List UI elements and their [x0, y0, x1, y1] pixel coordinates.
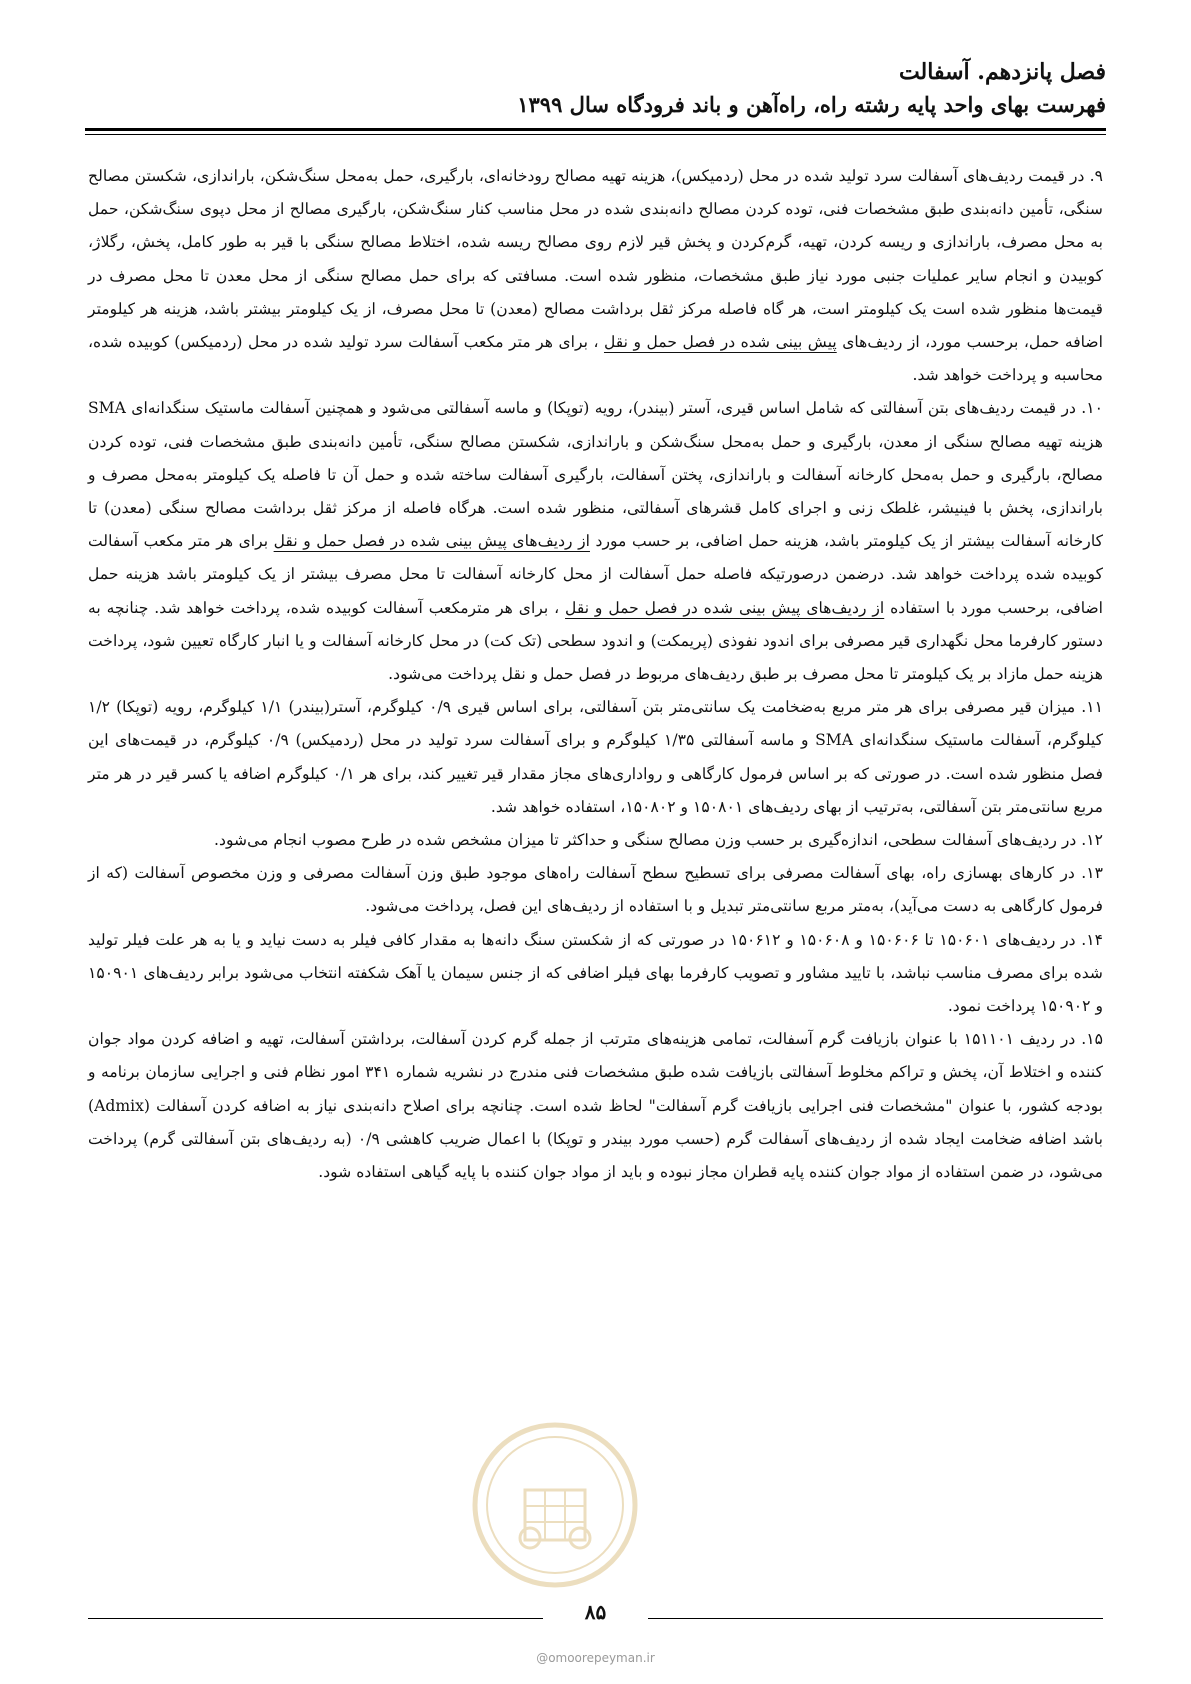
header-divider-thick — [85, 128, 1106, 131]
paragraph-9-text: ۹. در قیمت ردیف‌های آسفالت سرد تولید شده در محل (ردمیکس)، هزینه تهیه مصالح رودخانه‌ای، بارگیری، حمل به‌محل سنگ‌شکن، باراندازی، شکستن مصالح سنگی، تأمین دانه‌بندی طبق مشخصات فنی، توده کردن مصالح دانه‌بندی شده در محل مناسب کنار سنگ‌شکن، بارگیری مصالح از محل دپوی سنگ‌شکن، حمل به محل مصرف، باراندازی و ریسه کردن، تهیه، گرم‌کردن و پخش قیر لازم روی مصالح ریسه شده، اختلاط مصالح سنگی با قیر به طور کامل، پخش، رگلاژ، کوبیدن و انجام سایر عملیات جنبی مورد نیاز طبق مشخصات، منظور شده است. مسافتی که برای حمل مصالح سنگی از محل معدن تا محل مصرف در قیمت‌ها منظور شده است یک کیلومتر است، هر گاه فاصله مرکز ثقل برداشت مصالح (معدن) تا محل مصرف، از یک کیلومتر بیشتر باشد، هزینه هر کیلومتر اضافه حمل، برحسب مورد، از ردیف‌های — [88, 167, 1103, 352]
website-watermark: @omoorepeyman.ir — [536, 1651, 655, 1665]
paragraph-12: ۱۲. در ردیف‌های آسفالت سطحی، اندازه‌گیری بر حسب وزن مصالح سنگی و حداکثر تا میزان مشخص شده در طرح مصوب انجام می‌شود. — [214, 831, 1103, 850]
price-list-subtitle: فهرست بهای واحد پایه رشته راه، راه‌آهن و باند فرودگاه سال ۱۳۹۹ — [517, 92, 1106, 117]
paragraph-9-underlined-reference: پیش بینی شده در فصل حمل و نقل — [603, 333, 837, 352]
paragraph-10 — [88, 392, 1103, 691]
seal-watermark-icon — [470, 1420, 640, 1590]
paragraph-15: ۱۵. در ردیف ۱۵۱۱۰۱ با عنوان بازیافت گرم آسفالت، تمامی هزینه‌های مترتب از جمله گرم کردن آسفالت، برداشتن آسفالت، تهیه و اضافه کردن مواد جوان کننده و اختلاط آن، پخش و تراکم مخلوط آسفالتی بازیافت شده طبق مشخصات فنی مندرج در نشریه شماره ۳۴۱ امور نظام فنی و اجرایی سازمان برنامه و بودجه کشور، با عنوان "مشخصات فنی اجرایی بازیافت گرم آسفالت" لحاظ شده است. چنانچه برای اصلاح دانه‌بندی نیاز به اضافه کردن آسفالت (Admix) باشد اضافه ضخامت ایجاد شده از ردیف‌های آسفالت گرم (حسب مورد بیندر و توپکا) با اعمال ضریب کاهشی ۰/۹ (به ردیف‌های بتن آسفالتی گرم) پرداخت می‌شود، در ضمن استفاده از مواد جوان کننده پایه قطران مجاز نبوده و باید از مواد جوان کننده با پایه گیاهی استفاده شود. — [88, 1030, 1103, 1182]
page-header — [85, 55, 1106, 121]
paragraph-11: ۱۱. میزان قیر مصرفی برای هر متر مربع به‌ضخامت یک سانتی‌متر بتن آسفالتی، برای اساس قیری ۰/۹ کیلوگرم، آستر(بیندر) ۱/۱ کیلوگرم، رویه (توپکا) ۱/۲ کیلوگرم، آسفالت ماستیک سنگدانه‌ای SMA و ماسه آسفالتی ۱/۳۵ کیلوگرم و برای آسفالت سرد تولید در محل (ردمیکس) ۰/۹ کیلوگرم، در قیمت‌های این فصل منظور شده است. در صورتی که بر اساس فرمول کارگاهی و رواداری‌های مجاز مقدار قیر تغییر کند، برای هر ۰/۱ کیلوگرم اضافه یا کسر قیر در هر متر مربع سانتی‌متر بتن آسفالتی، به‌ترتیب از بهای ردیف‌های ۱۵۰۸۰۱ و ۱۵۰۸۰۲، استفاده خواهد شد. — [88, 698, 1104, 816]
page-number: ۸۵ — [584, 1600, 607, 1624]
paragraph-10-underlined-reference-2: از ردیف‌های پیش بینی شده در فصل حمل و نقل — [565, 598, 885, 617]
paragraph-10-text: ۱۰. در قیمت ردیف‌های بتن آسفالتی که شامل اساس قیری، آستر (بیندر)، رویه (توپکا) و ماسه آسفالتی می‌شود و همچنین آسفالت ماستیک سنگدانه‌ای SMA هزینه تهیه مصالح سنگی از معدن، بارگیری و حمل به‌محل سنگ‌شکن و باراندازی، شکستن مصالح سنگی، تأمین دانه‌بندی طبق مشخصات فنی، توده کردن مصالح، بارگیری و حمل به‌محل کارخانه آسفالت و باراندازی، پختن آسفالت، بارگیری آسفالت ساخته شده و حمل آن تا فاصله یک کیلومتر به‌محل مصرف و باراندازی، پخش با فینیشر، غلطک زنی و اجرای کامل قشرهای آسفالتی، منظور شده است. هرگاه فاصله از مرکز ثقل برداشت مصالح سنگی (معدن) تا کارخانه آسفالت بیشتر از یک کیلومتر باشد، هزینه حمل اضافی، بر حسب مورد — [88, 399, 1104, 551]
paragraph-13: ۱۳. در کارهای بهسازی راه، بهای آسفالت مصرفی برای تسطیح سطح آسفالت راه‌های موجود طبق وزن آسفالت مصرفی و وزن مخصوص آسفالت (که از فرمول کارگاهی به دست می‌آید)، به‌متر مربع سانتی‌متر تبدیل و با استفاده از ردیف‌های این فصل، پرداخت می‌شود. — [88, 864, 1103, 916]
paragraph-9 — [88, 160, 1103, 392]
paragraph-10-text-end: ، برای هر مترمکعب آسفالت کوبیده شده، پرداخت خواهد شد. چنانچه به دستور کارفرما محل نگهداری قیر مصرفی برای اندود نفوذی (پریمکت) و اندود سطحی (تک کت) در محل کارخانه آسفالت و یا انبار کارگاه تعیین شود، پرداخت هزینه حمل مازاد بر یک کیلومتر تا محل مصرف بر طبق ردیف‌های مربوط در فصل حمل و نقل پرداخت می‌شود. — [88, 598, 1103, 684]
header-divider-thin — [85, 134, 1106, 135]
paragraph-14: ۱۴. در ردیف‌های ۱۵۰۶۰۱ تا ۱۵۰۶۰۶ و ۱۵۰۶۰۸ و ۱۵۰۶۱۲ در صورتی که از شکستن سنگ دانه‌ها به مقدار کافی فیلر به دست نیاید و یا به هر علت فیلر تولید شده برای مصرف مناسب نباشد، با تایید مشاور و تصویب کارفرما بهای فیلر اضافی که از جنس سیمان یا آهک شکفته انتخاب می‌شود برابر ردیف‌های ۱۵۰۹۰۱ و ۱۵۰۹۰۲ پرداخت نمود. — [88, 930, 1103, 1016]
footer-divider-right — [648, 1618, 1103, 1619]
chapter-title: فصل پانزدهم. آسفالت — [898, 59, 1106, 85]
document-body — [88, 160, 1103, 1189]
paragraph-10-underlined-reference-1: از ردیف‌های پیش بینی شده در فصل حمل و نقل — [273, 532, 590, 551]
footer-divider-left — [88, 1618, 543, 1619]
paragraph-10-text-middle: برای هر متر مکعب آسفالت کوبیده شده پرداخت خواهد شد. درضمن درصورتیکه فاصله حمل آسفالت از محل کارخانه آسفالت تا محل مصرف بیشتر از یک کیلومتر باشد هزینه حمل اضافی، برحسب مورد با استفاده — [88, 532, 1104, 617]
paragraph-9-text-end: ، برای هر متر مکعب آسفالت سرد تولید شده در محل (ردمیکس) کوبیده شده، محاسبه و پرداخت خواهد شد. — [88, 333, 1103, 385]
